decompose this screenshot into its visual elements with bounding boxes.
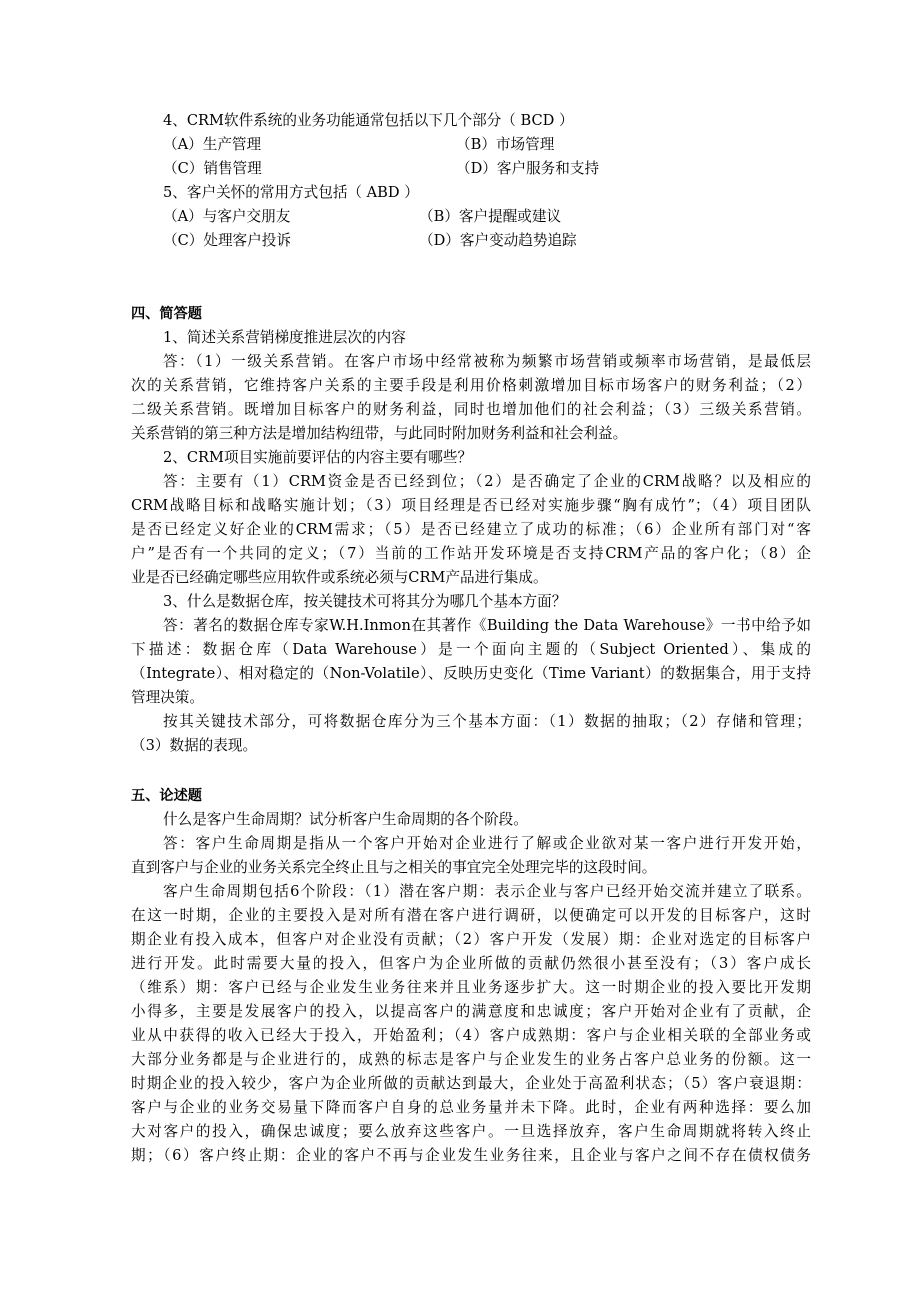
- mc-question-5: 5、客户关怀的常用方式包括（ ABD ）: [163, 184, 419, 201]
- s5-paragraph-line: 客户生命周期包括6个阶段：（1）潜在客户期：表示企业与客户已经开始交流并建立了联系。: [163, 883, 811, 900]
- s4-paragraph-line: 次的关系营销，它维持客户关系的主要手段是利用价格刺激增加目标市场客户的财务利益；（2）: [131, 377, 811, 394]
- s4-question-3: 3、什么是数据仓库，按关键技术可将其分为哪几个基本方面？: [163, 593, 567, 610]
- s4-paragraph-line: 下描述：数据仓库（Data Warehouse）是一个面向主题的（Subject Oriented）、集成的: [131, 641, 811, 658]
- s5-paragraph-line: 期；（6）客户终止期：企业的客户不再与企业发生业务往来，且企业与客户之间不存在债权债务: [131, 1147, 811, 1164]
- mc-4-option-a: （A）生产管理: [163, 136, 262, 153]
- s5-question: 什么是客户生命周期？试分析客户生命周期的各个阶段。: [163, 811, 528, 828]
- s5-paragraph-line: 时期企业的投入较少，客户为企业所做的贡献达到最大，企业处于高盈利状态；（5）客户衰退期：: [131, 1075, 811, 1092]
- s4-question-1: 1、简述关系营销梯度推进层次的内容: [163, 329, 406, 346]
- s4-paragraph-line: （Integrate）、相对稳定的（Non-Volatile）、反映历史变化（Time Variant）的数据集合，用于支持: [131, 665, 811, 682]
- section-heading-short-answer: 四、简答题: [131, 306, 202, 322]
- s5-paragraph-line: 直到客户与企业的业务关系完全终止且与之相关的事宜完全处理完毕的这段时间。: [131, 859, 657, 876]
- s4-paragraph-line: 答：（1）一级关系营销。在客户市场中经常被称为频繁市场营销或频率市场营销，是最低层: [163, 353, 811, 370]
- s4-paragraph-line: 答：著名的数据仓库专家W.H.Inmon在其著作《Building the Data Warehouse》一书中给予如: [163, 617, 811, 634]
- mc-4-option-b: （B）市场管理: [456, 136, 555, 153]
- mc-5-option-a: （A）与客户交朋友: [163, 208, 291, 225]
- s4-paragraph-line: （3）数据的表现。: [131, 737, 258, 754]
- s5-paragraph-line: 客户与企业的业务交易量下降而客户自身的总业务量并未下降。此时，企业有两种选择：要么加: [131, 1099, 811, 1116]
- mc-4-option-d: （D）客户服务和支持: [456, 160, 600, 177]
- s5-paragraph-line: 期企业有投入成本，但客户对企业没有贡献；（2）客户开发（发展）期：企业对选定的目标客户: [131, 931, 811, 948]
- mc-5-option-b: （B）客户提醒或建议: [419, 208, 562, 225]
- s5-paragraph-line: 答：客户生命周期是指从一个客户开始对企业进行了解或企业欲对某一客户进行开发开始，: [163, 835, 811, 852]
- s5-paragraph-line: 大部分业务都是与企业进行的，成熟的标志是客户与企业发生的业务占客户总业务的份额。这一: [131, 1051, 811, 1068]
- s4-paragraph-line: 是否已经定义好企业的CRM需求；（5）是否已经建立了成功的标准；（6）企业所有部门对“客: [131, 521, 811, 538]
- s5-paragraph-line: 进行开发。此时需要大量的投入，但客户为企业所做的贡献仍然很小甚至没有；（3）客户成长: [131, 955, 811, 972]
- s4-paragraph-line: 业是否已经确定哪些应用软件或系统必须与CRM产品进行集成。: [131, 569, 548, 586]
- s5-paragraph-line: 业从中获得的收入已经大于投入，开始盈利；（4）客户成熟期：客户与企业相关联的全部业务或: [131, 1027, 811, 1044]
- s4-paragraph-line: 户”是否有一个共同的定义；（7）当前的工作站开发环境是否支持CRM产品的客户化；（8）企: [131, 545, 811, 562]
- s4-question-2: 2、CRM项目实施前要评估的内容主要有哪些？: [163, 449, 473, 466]
- s4-paragraph-line: 关系营销的第三种方法是增加结构纽带，与此同时附加财务利益和社会利益。: [131, 425, 628, 442]
- section-heading-essay: 五、论述题: [131, 788, 202, 804]
- s5-paragraph-line: （维系）期：客户已经与企业发生业务往来并且业务逐步扩大。这一时期企业的投入要比开发期: [131, 979, 811, 996]
- mc-5-option-c: （C）处理客户投诉: [163, 232, 291, 249]
- s4-paragraph-line: 二级关系营销。既增加目标客户的财务利益，同时也增加他们的社会利益；（3）三级关系营销。: [131, 401, 811, 418]
- s4-paragraph-line: 管理决策。: [131, 689, 204, 706]
- s5-paragraph-line: 大对客户的投入，确保忠诚度；要么放弃这些客户。一旦选择放弃，客户生命周期就将转入终止: [131, 1123, 811, 1140]
- mc-5-option-d: （D）客户变动趋势追踪: [419, 232, 577, 249]
- s4-paragraph-line: 答：主要有（1）CRM资金是否已经到位；（2）是否确定了企业的CRM战略？以及相应的: [163, 473, 811, 490]
- s5-paragraph-line: 在这一时期，企业的主要投入是对所有潜在客户进行调研，以便确定可以开发的目标客户，这时: [131, 907, 811, 924]
- s4-paragraph-line: 按其关键技术部分，可将数据仓库分为三个基本方面：（1）数据的抽取；（2）存储和管理；: [163, 713, 811, 730]
- mc-4-option-c: （C）销售管理: [163, 160, 262, 177]
- s5-paragraph-line: 小得多，主要是发展客户的投入，以提高客户的满意度和忠诚度；客户开始对企业有了贡献，企: [131, 1003, 811, 1020]
- s4-paragraph-line: CRM战略目标和战略实施计划；（3）项目经理是否已经对实施步骤“胸有成竹”；（4）项目团队: [131, 497, 811, 514]
- mc-question-4: 4、CRM软件系统的业务功能通常包括以下几个部分（ BCD ）: [163, 112, 574, 129]
